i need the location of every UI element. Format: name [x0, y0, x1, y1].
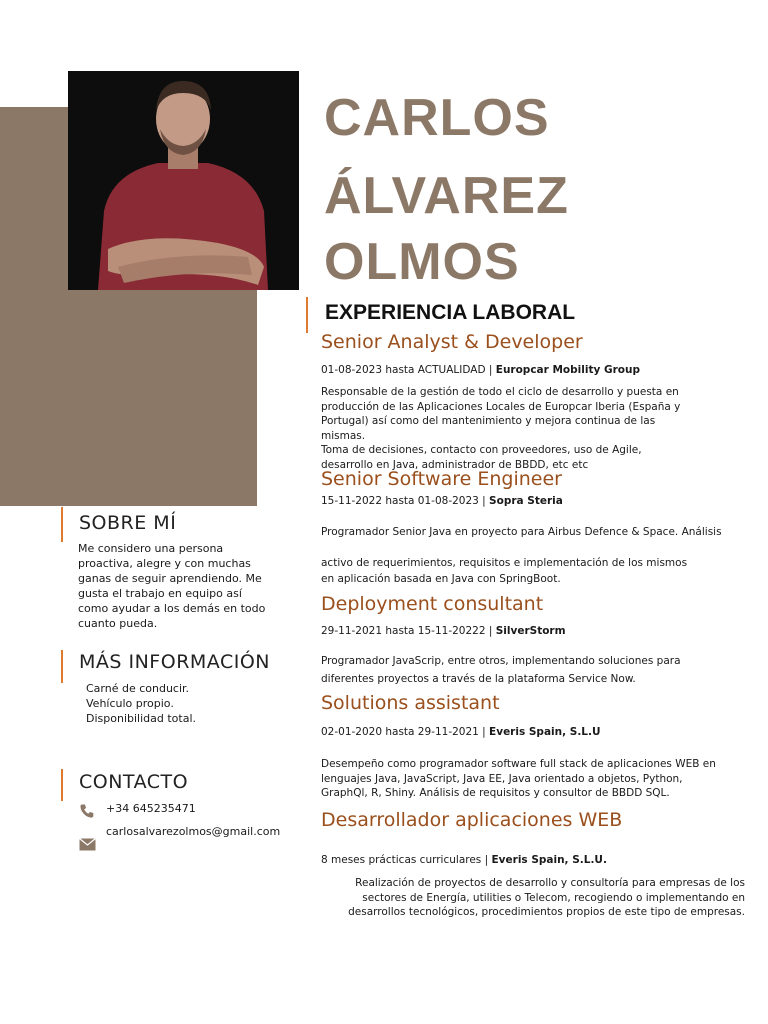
job-line: en aplicación basada en Java con SpringBoot.: [321, 573, 561, 585]
job-line: GraphQl, R, Shiny. Análisis de requisitos y consultor de BBDD SQL.: [321, 787, 670, 799]
job-line: Realización de proyectos de desarrollo y consultoría para empresas de los: [355, 877, 745, 889]
job-line: diferentes proyectos a través de la plataforma Service Now.: [321, 673, 636, 685]
contact-accent-bar: [61, 769, 63, 801]
job-company: Everis Spain, S.L.U: [489, 726, 601, 738]
experience-accent-bar: [306, 297, 308, 333]
job-line: desarrollos tecnológicos, procedimientos propios de este tipo de empresas.: [348, 906, 745, 918]
job-title: Deployment consultant: [321, 593, 544, 615]
job-description: [321, 385, 681, 472]
job-meta: 8 meses prácticas curriculares | Everis Spain, S.L.U.: [321, 854, 607, 866]
about-line: proactiva, alegre y con muchas: [78, 557, 251, 570]
experience-heading: EXPERIENCIA LABORAL: [325, 301, 576, 324]
job-dates: 02-01-2020 hasta 29-11-2021: [321, 726, 479, 738]
job-dates: 8 meses prácticas curriculares: [321, 854, 482, 866]
job-meta: 02-01-2020 hasta 29-11-2021 | Everis Spain, S.L.U: [321, 726, 601, 738]
job-line: activo de requerimientos, requisitos e implementación de los mismos: [321, 557, 688, 569]
job-meta: 01-08-2023 hasta ACTUALIDAD | Europcar Mobility Group: [321, 364, 640, 376]
about-heading: SOBRE MÍ: [79, 512, 177, 534]
contact-phone[interactable]: +34 645235471: [106, 802, 196, 815]
contact-heading: CONTACTO: [79, 771, 189, 793]
about-line: Me considero una persona: [78, 542, 224, 555]
name-first: CARLOS: [324, 89, 550, 147]
contact-email[interactable]: carlosalvarezolmos@gmail.com: [106, 825, 281, 838]
job-title: Solutions assistant: [321, 692, 500, 714]
job-line: Toma de decisiones, contacto con proveedores, uso de Agile,: [321, 444, 642, 456]
job-description: [321, 876, 745, 920]
about-line: cuanto pueda.: [78, 617, 158, 630]
job-line: mismas.: [321, 429, 366, 442]
job-line: Programador Senior Java en proyecto para Airbus Defence & Space. Análisis: [321, 526, 722, 538]
job-line: lenguajes Java, JavaScript, Java EE, Java orientado a objetos, Python,: [321, 772, 683, 785]
job-line: Portugal) así como del mantenimiento y mejora continua de las: [321, 415, 656, 427]
job-company: SilverStorm: [495, 625, 566, 637]
job-line: Programador JavaScrip, entre otros, implementando soluciones para: [321, 655, 681, 667]
job-meta: 29-11-2021 hasta 15-11-20222 | SilverStorm: [321, 625, 566, 637]
job-dates: 01-08-2023 hasta ACTUALIDAD: [321, 364, 486, 376]
about-line: ganas de seguir aprendiendo. Me: [78, 572, 262, 585]
job-line: Desempeño como programador software full stack de aplicaciones WEB en: [321, 758, 716, 770]
job-company: Europcar Mobility Group: [495, 364, 640, 376]
job-description: [321, 757, 716, 801]
name-third: OLMOS: [324, 233, 520, 291]
more-info-item: Vehículo propio.: [86, 697, 174, 710]
profile-photo: [68, 71, 299, 290]
about-line: como ayudar a los demás en todo: [78, 602, 266, 615]
job-line: producción de las Aplicaciones Locales de Europcar Iberia (España y: [321, 400, 681, 413]
job-line: Responsable de la gestión de todo el ciclo de desarrollo y puesta en: [321, 386, 679, 398]
name-second: ÁLVAREZ: [324, 167, 569, 225]
more-info-list: [86, 681, 196, 726]
phone-icon: [79, 803, 95, 819]
job-company: Sopra Steria: [489, 495, 563, 507]
job-dates: 15-11-2022 hasta 01-08-2023: [321, 495, 479, 507]
job-title: Senior Software Engineer: [321, 468, 562, 490]
about-accent-bar: [61, 507, 63, 542]
job-line: sectores de Energía, utilities o Telecom, recogiendo o implementando en: [362, 891, 745, 904]
envelope-icon: [79, 838, 96, 851]
job-line: desarrollo en Java, administrador de BBDD, etc etc: [321, 458, 589, 471]
more-info-accent-bar: [61, 650, 63, 683]
about-text: [78, 541, 268, 631]
more-info-heading: MÁS INFORMACIÓN: [79, 651, 270, 673]
job-dates: 29-11-2021 hasta 15-11-20222: [321, 625, 486, 637]
about-line: gusta el trabajo en equipo así: [78, 587, 242, 600]
job-meta: 15-11-2022 hasta 01-08-2023 | Sopra Steria: [321, 495, 563, 507]
job-title: Desarrollador aplicaciones WEB: [321, 809, 623, 831]
job-title: Senior Analyst & Developer: [321, 331, 583, 353]
more-info-item: Carné de conducir.: [86, 682, 190, 695]
job-company: Everis Spain, S.L.U.: [491, 854, 607, 866]
more-info-item: Disponibilidad total.: [86, 712, 196, 725]
